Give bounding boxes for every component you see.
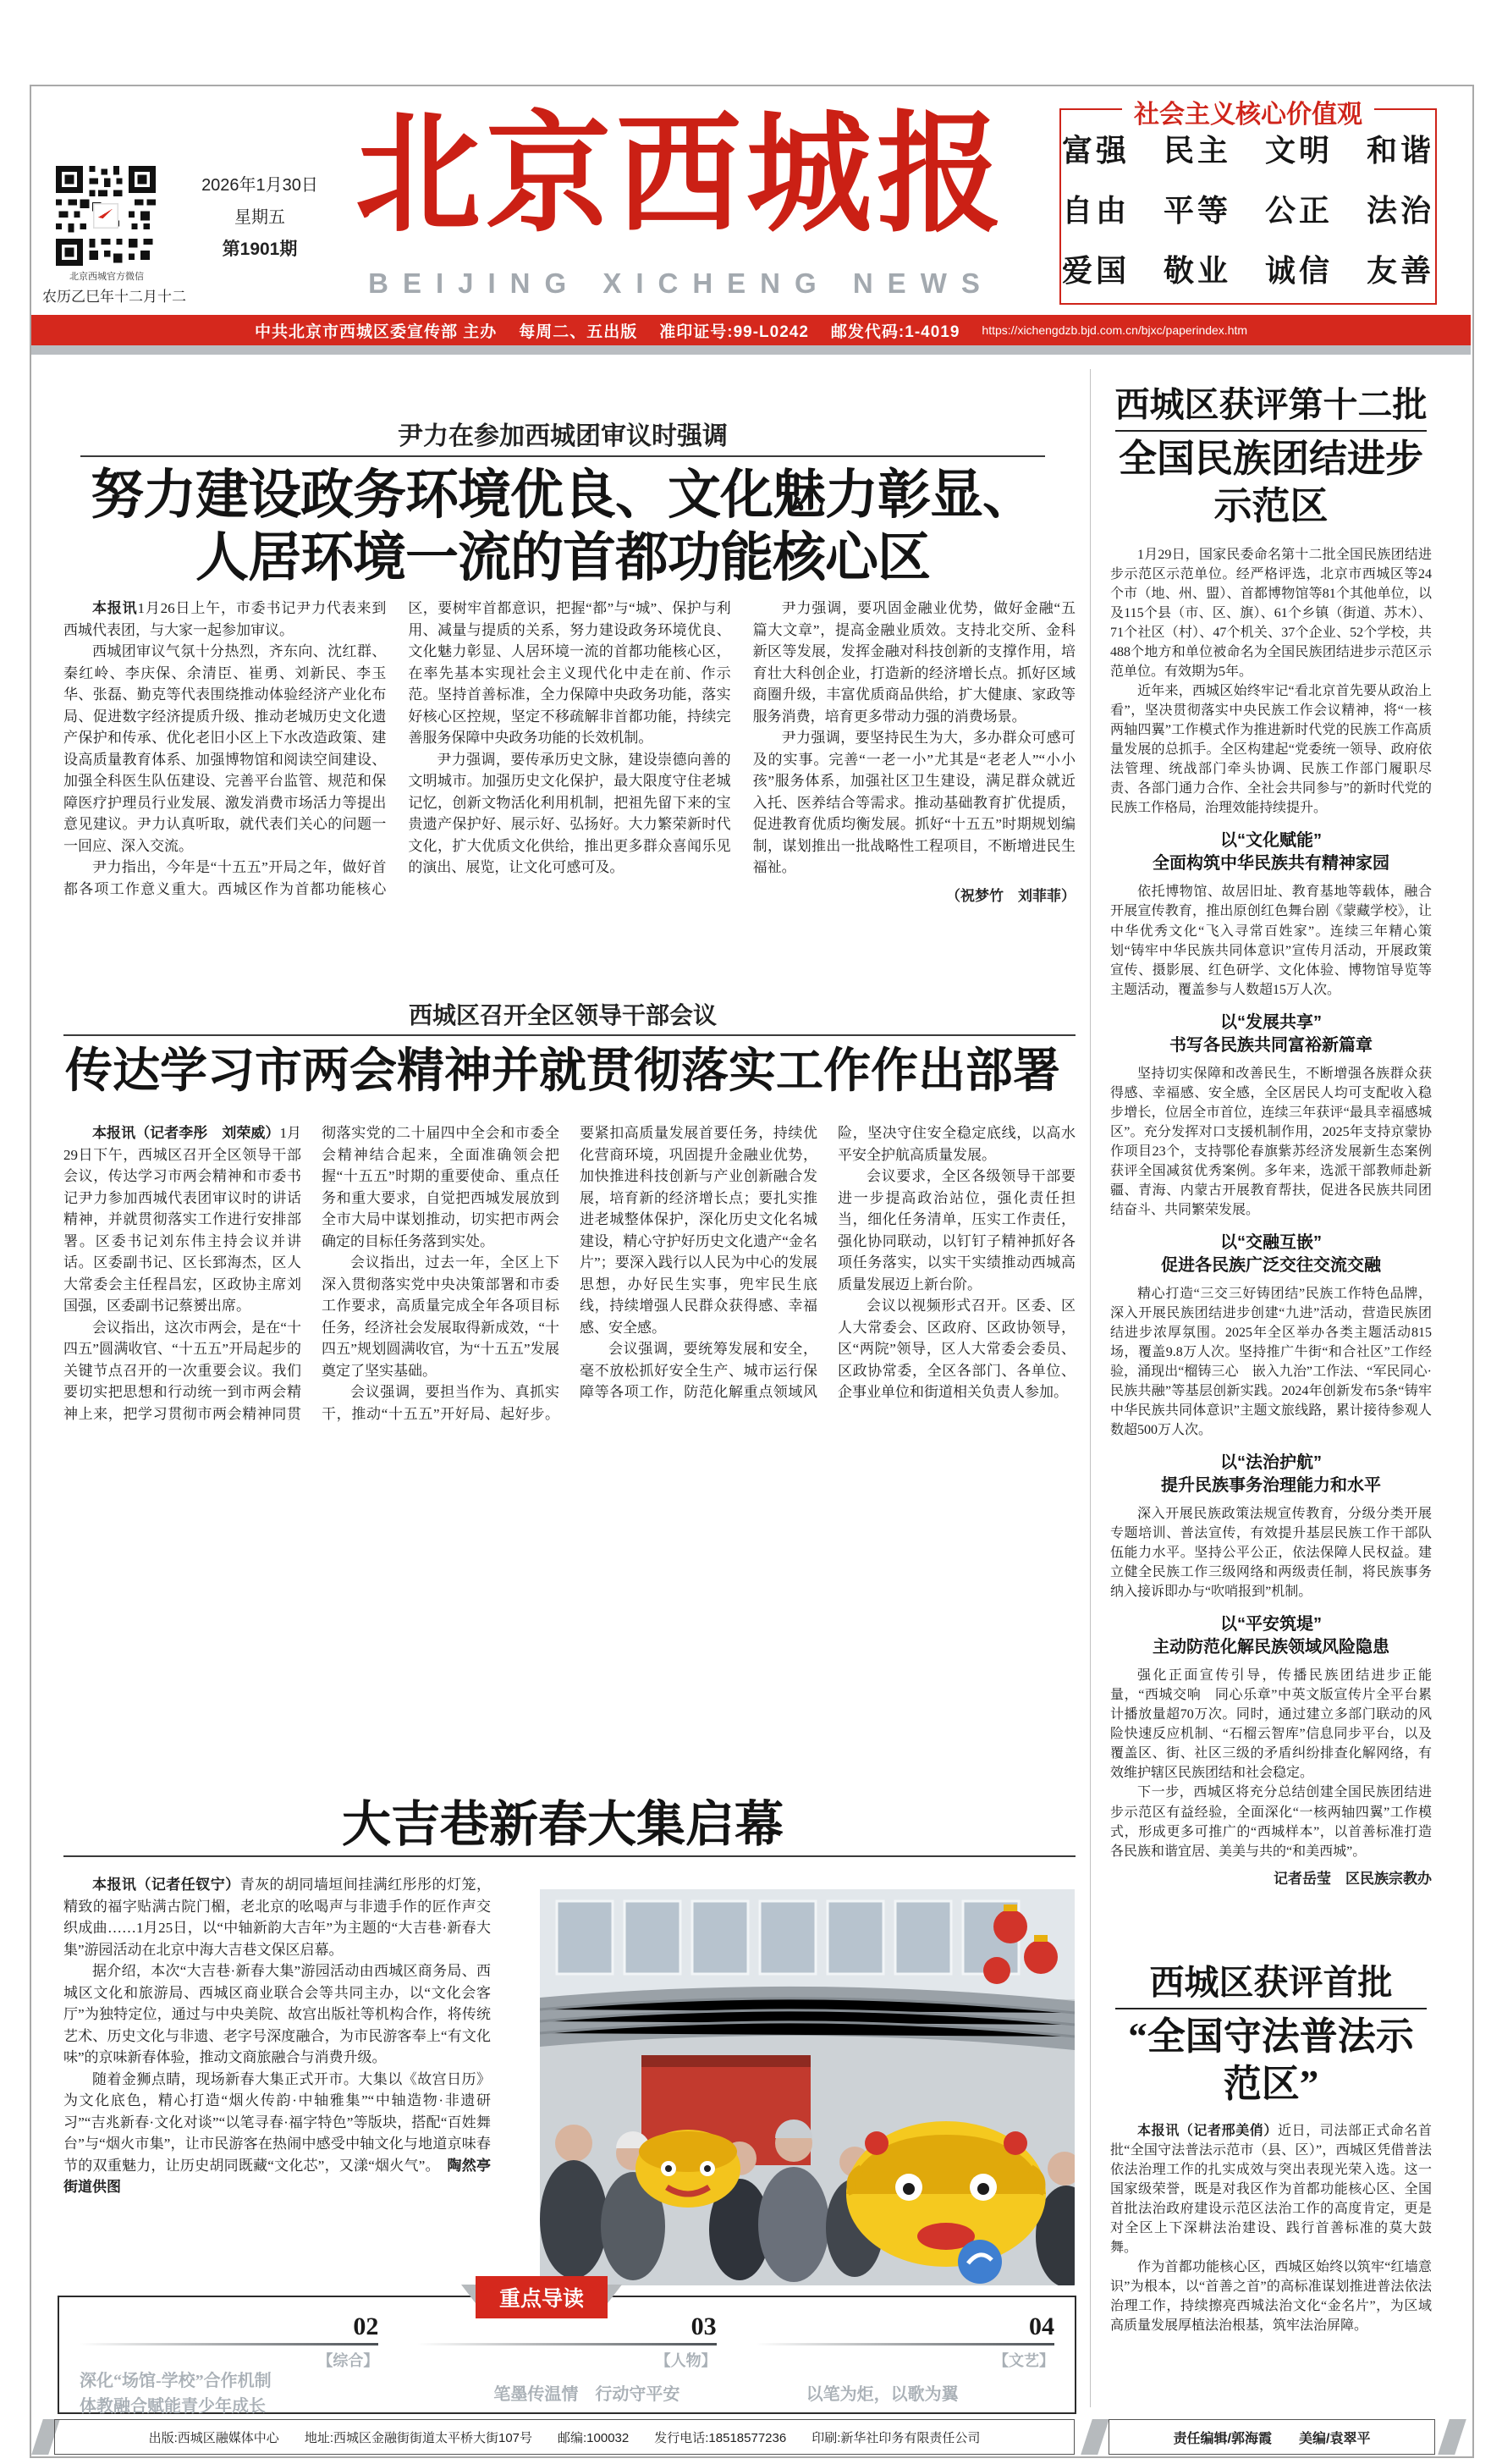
section-subhead: 以“法治护航” 提升民族事务治理能力和水平 <box>1161 1453 1381 1496</box>
festival-photo <box>540 1889 1075 2285</box>
gradient-rule <box>80 2343 378 2345</box>
pufa-article: 西城区获评首批 “全国守法普法示范区” 本报讯（记者邢美俏）近日，司法部正式命名首批“全国守法普法示范市（县、区）”，西城区凭借普法依法治理工作的扎实成效与突出表现光荣入选。这一国家级荣誉，既是对我区作为首都功能核心区、全国首批法治政府建设示范区法治工作的高度肯定，更是对全区上下深耕法治建设、践行首善标准的莫大鼓舞。 作为首都功能核心区，西城区始终以筑牢“红墙意识”为根本，以“首善之首”的高标准谋划推进普法依法治理工作，持续擦亮西城法治文化“金名片”，为区域高质量发展厚植法治根基，筑牢法治屏障。 <box>1110 1960 1432 2409</box>
headline-rule <box>63 1855 1076 1857</box>
lead-article-kicker: 尹力在参加西城团审议时强调 <box>398 422 728 450</box>
qr-code <box>56 166 156 266</box>
highlights-badge: 重点导读 <box>476 2276 608 2318</box>
postal-code: 邮发代码:1-4019 <box>830 322 960 341</box>
newspaper-title-en: BEIJING XICHENG NEWS <box>368 267 994 299</box>
daji-article-body: 本报讯（记者任钗宁）青灰的胡同墙垣间挂满红彤彤的灯笼，精致的福字贴满古院门楣，老北京的吆喝声与非遗手作的匠作声交织成曲……1月25日，以“中轴新韵大吉年”为主题的“大吉巷·新春大集”游园活动在北京中海大吉巷文保区启幕。 据介绍，本次“大吉巷·新春大集”游园活动由西城区商务局、西城区文化和旅游局、西城区商业联合会等共同主办，以“文化会客厅”为独特定位，通过与中央美院、故宫出版社等机构合作，将传统艺术、历史文化与非遗、老字号深度融合，为市民游客奉上“有文化味”的京味新春体验，推动文商旅融合与消费升级。 随着金狮点睛，现场新春大集正式开市。大集以《故宫日历》为文化底色，精心打造“烟火传韵·中轴雅集”“中轴造物·非遗研习”“吉兆新春·文化对谈”“以笔寻春·福字特色”等版块，搭配“百姓舞台”与“烟火市集”，让市民游客在热闹中感受中轴文化与地道京味春节的双重魅力，让历史胡同既藏“文化芯”，又漾“烟火气”。 陶然亭街道供图 <box>63 1877 491 2195</box>
column-divider <box>1090 369 1091 2407</box>
section-subhead: 以“文化赋能” 全面构筑中华民族共有精神家园 <box>1153 831 1389 874</box>
qr-caption: 北京西城官方微信 <box>69 272 144 282</box>
minzu-article-byline: 记者岳莹 区民族宗教办 <box>1274 1870 1432 1887</box>
core-values-row: 自由 平等 公正 法治 <box>1061 194 1434 228</box>
lead-article-body: 本报讯1月26日上午，市委书记尹力代表来到西城代表团，与大家一起参加审议。 西城团审议气氛十分热烈，齐东向、沈红群、秦红岭、李庆保、余清臣、崔勇、刘新民、李玉华、张磊、勤克等代表围绕推动体验经济产业化布局、促进数字经济提质升级、推动老城历史文化遗产保护和传承、优化老旧小区上下水改造政策、建设高质量教育体系、加强博物馆和阅读空间建设、加强全科医生队伍建设、完善平台监管、规范和保障医疗护理员行业发展、激发消费市场活力等提出意见建议。尹力认真听取，就代表们关心的问题一一回应、深入交流。 尹力指出，今年是“十五五”开局之年，做好首都各项工作意义重大。西城区作为首都功能核心区，要树牢首都意识，把握“都”与“城”、保护与利用、减量与提质的关系，努力建设政务环境优良、文化魅力彰显、人居环境一流的首都功能核心区，在率先基本实现社会主义现代化中走在前、作示范。坚持首善标准，全力保障中央政务功能，落实好核心区控规，坚定不移疏解非首都功能，持续完善服务保障中央政务功能的长效机制。 尹力强调，要传承历史文脉，建设崇德向善的文明城市。加强历史文化保护，最大限度守住老城记忆，创新文物活化利用机制，把祖先留下来的宝贵遗产保护好、展示好、弘扬好。大力繁荣新时代文化，扩大优质文化供给，推出更多群众喜闻乐见的演出、展览，让文化可感可及。 尹力强调，要巩固金融业优势，做好金融“五篇大文章”，提高金融业质效。支持北交所、金科新区等发展，发挥金融对科技创新的支撑作用，培育壮大科创企业，打造新的经济增长点。抓好区域商圈升级，丰富优质商品供给，扩大健康、家政等服务消费，培育更多带动力强的消费场景。 尹力强调，要坚持民生为大，多办群众可感可及的实事。完善“一老一小”尤其是“老老人”“小小孩”服务体系，加强社区卫生建设，满足群众就近入托、医养结合等需求。推动基础教育扩优提质，促进教育优质均衡发展。抓好“十五五”时期规划编制，谋划推出一批战略性工程项目，不断增进民生福祉。 （祝梦竹 刘菲菲） <box>63 600 1076 904</box>
kicker-rule <box>63 1034 1076 1036</box>
minzu-article-body: 1月29日，国家民委命名第十二批全国民族团结进步示范区示范单位。经严格评选，北京市西城区等24个市（地、州、盟）、首都博物馆等81个其他单位，以及115个县（市、区、旗）、61个乡镇（街道、苏木）、71个社区（村）、47个机关、37个企业、52个学校，共488个地方和单位被命名为全国民族团结进步示范区示范单位。有效期为5年。 近年来，西城区始终牢记“看北京首先要从政治上看”，坚决贯彻落实中央民族工作会议精神，将“一核两轴四翼”工作模式作为推进新时代党的民族工作高质量发展的总抓手。全区构建起“党委统一领导、政府依法管理、统战部门牵头协调、民族工作部门履职尽责、各部门通力合作、全社会共同参与”的新时代党的民族工作格局，治理效能持续提升。 以“文化赋能” 全面构筑中华民族共有精神家园 依托博物馆、故居旧址、教育基地等载体，融合开展宣传教育，推出原创红色舞台剧《蒙藏学校》，让中华优秀文化“飞入寻常百姓家”。连续三年精心策划“铸牢中华民族共同体意识”宣传月活动，开展政策宣传、摄影展、红色研学、文化体验、博物馆导览等主题活动，覆盖参与人数超15万人次。 以“发展共享” 书写各民族共同富裕新篇章 坚持切实保障和改善民生，不断增强各族群众获得感、幸福感、安全感，全区居民人均可支配收入稳步增长，位居全市首位，连续三年获评“最具幸福感城区”。充分发挥对口支援机制作用，2025年支持京蒙协作项目23个，支持鄂伦春旗紫苏经济发展新生态案例获评全国减贫优秀案例。多年来，选派干部教师赴新疆、青海、内蒙古开展教育帮扶，促进各民族共同团结奋斗、共同繁荣发展。 以“交融互嵌” 促进各民族广泛交往交流交融 精心打造“三交三好铸团结”民族工作特色品牌，深入开展民族团结进步创建“九进”活动，营造民族团结进步浓厚氛围。2025年全区举办各类主题活动815场，覆盖9.8万人次。坚持推广牛街“和合社区”工作经验，涌现出“榴铸三心 嵌入九治”工作法、“军民同心·民族共融”等基层创新实践。2024年创新发布5条“铸牢中华民族共同体意识”主题文旅线路，累计接待参观人数超500万人次。 以“法治护航” 提升民族事务治理能力和水平 深入开展民族政策法规宣传教育，分级分类开展专题培训、普法宣传，有效提升基层民族工作干部队伍能力水平。坚持公平公正，依法保障人民权益。建立健全民族工作三级网络和两级责任制，将民族事务纳入接诉即办与“吹哨报到”机制。 以“平安筑堤” 主动防范化解民族领域风险隐患 强化正面宣传引导，传播民族团结进步正能量，“西城交响 同心乐章”中英文版宣传片全平台累计播放量超70万次。同时，通过建立多部门联动的风险快速反应机制、“石榴云智库”信息同步平台，以及覆盖区、街、社区三级的矛盾纠纷排查化解网络，有效维护辖区民族团结和社会稳定。 下一步，西城区将充分总结创建全国民族团结进步示范区有益经验，全面深化“一核两轴四翼”工作模式，形成更多可推广的“西城样本”，以首善标准打造各民族和谐宜居、美美与共的“和美西城”。 记者岳莹 区民族宗教办 <box>1110 548 1432 1887</box>
core-values-row: 爱国 敬业 诚信 友善 <box>1061 254 1434 288</box>
minzu-article <box>1110 383 1432 1998</box>
section-subhead: 以“交融互嵌” 促进各民族广泛交往交流交融 <box>1161 1232 1381 1275</box>
print-license: 准印证号:99-L0242 <box>659 322 809 341</box>
highlights-box <box>58 2287 1076 2416</box>
epaper-url: https://xichengdzb.bjd.com.cn/bjxc/paperindex.htm <box>982 323 1248 337</box>
ribbon-fold-icon <box>461 2285 476 2303</box>
lead-article-byline: （祝梦竹 刘菲菲） <box>945 887 1076 904</box>
pufa-article-headline: 西城区获评首批 “全国守法普法示范区” <box>1110 1960 1432 2108</box>
digest-item-04: 04 【文艺】 以笔为炬，以歌为翼 <box>756 2314 1054 2412</box>
weekday: 星期五 <box>234 208 285 227</box>
footer-editors: 责任编辑/郭海霞 美编/袁翠平 <box>1109 2419 1435 2455</box>
core-values-row: 富强 民主 文明 和谐 <box>1061 134 1434 168</box>
gradient-rule <box>417 2343 716 2345</box>
digest-item-02: 02 【综合】 深化“场馆-学校”合作机制 体教融合赋能青少年成长 <box>80 2312 379 2416</box>
section-subhead: 以“平安筑堤” 主动防范化解民族领域风险隐患 <box>1153 1615 1389 1657</box>
publish-schedule: 每周二、五出版 <box>519 322 638 341</box>
meeting-article-kicker: 西城区召开全区领导干部会议 <box>408 1002 717 1028</box>
core-values-box <box>1059 101 1437 305</box>
photo-credit: 陶然亭街道供图 <box>63 2157 491 2195</box>
headline-rule <box>1115 430 1427 432</box>
meeting-article-body: 本报讯（记者李彤 刘荣威）1月29日下午，西城区召开全区领导干部会议，传达学习市两会精神和市委书记尹力参加西城代表团审议时的讲话精神，并就贯彻落实工作进行安排部署。区委书记刘东伟主持会议并讲话。区委副书记、区长郅海杰，区人大常委会主任程昌宏，区政协主席刘国强，区委副书记蔡赟出席。 会议指出，这次市两会，是在“十四五”圆满收官、“十五五”开局起步的关键节点召开的一次重要会议。我们要切实把思想和行动统一到市两会精神上来，把学习贯彻市两会精神同贯彻落实党的二十届四中全会和市委全会精神结合起来，全面准确领会把握“十五五”时期的重要使命、重点任务和重大要求，自觉把西城发展放到全市大局中谋划推动，切实把市两会确定的目标任务落到实处。 会议指出，过去一年，全区上下深入贯彻落实党中央决策部署和市委工作要求，高质量完成全年各项目标任务，经济社会发展取得新成效，“十四五”规划圆满收官，为“十五五”发展奠定了坚实基础。 会议强调，要担当作为、真抓实干，推动“十五五”开好局、起好步。要紧扣高质量发展首要任务，持续优化营商环境，巩固提升金融业优势，加快推进科技创新与产业创新融合发展，培育新的经济增长点；要扎实推进老城整体保护，深化历史文化名城建设，精心守护好历史文化遗产“金名片”；要深入践行以人民为中心的发展思想，办好民生实事，兜牢民生底线，持续增强人民群众获得感、幸福感、安全感。 会议强调，要统筹发展和安全，毫不放松抓好安全生产、城市运行保障等各项工作，防范化解重点领域风险，坚决守住安全稳定底线，以高水平安全护航高质量发展。 会议要求，全区各级领导干部要进一步提高政治站位，强化责任担当，细化任务清单，压实工作责任，强化协同联动，以钉钉子精神抓好各项任务落实，以实干实绩推动西城高质量发展迈上新台阶。 会议以视频形式召开。区委、区人大常委会、区政府、区政协领导，区“两院”领导，区人大常委会委员、区政协常委，全区各部门、各单位、企事业单位和街道相关负责人参加。 <box>63 1125 1076 1422</box>
digest-item-03: 03 【人物】 笔墨传温情 行动守平安 <box>417 2314 716 2412</box>
issue-number: 第1901期 <box>222 240 298 259</box>
newspaper-title: 北京西城报 <box>355 103 1007 249</box>
issue-date: 2026年1月30日 <box>201 176 318 195</box>
date-block <box>179 169 340 266</box>
section-subhead: 以“发展共享” 书写各民族共同富裕新篇章 <box>1169 1012 1373 1055</box>
minzu-article-headline: 西城区获评第十二批 全国民族团结进步示范区 <box>1114 385 1428 527</box>
lunar-date: 农历乙巳年十二月十二 <box>42 289 186 305</box>
meeting-article-headline: 传达学习市两会精神并就贯彻落实工作作出部署 <box>65 1045 1060 1098</box>
publisher-bar <box>31 315 1471 345</box>
divider-bar <box>31 345 1471 355</box>
daji-article-headline: 大吉巷新春大集启幕 <box>341 1797 784 1852</box>
masthead <box>338 91 1024 300</box>
headline-rule <box>1115 2008 1427 2009</box>
footer-imprint: 出版:西城区融媒体中心 地址:西城区金融街街道太平桥大街107号 邮编:100032 发行电话:18518577236 印刷:新华社印务有限责任公司 <box>54 2419 1075 2455</box>
ribbon-fold-icon <box>608 2285 622 2303</box>
core-values-title: 社会主义核心价值观 <box>1122 93 1374 130</box>
lead-article-headline: 努力建设政务环境优良、文化魅力彰显、 人居环境一流的首都功能核心区 <box>91 466 1035 587</box>
publisher-sponsor: 中共北京市西城区委宣传部 主办 <box>254 322 498 341</box>
kicker-rule <box>80 455 1045 457</box>
gradient-rule <box>756 2343 1054 2345</box>
